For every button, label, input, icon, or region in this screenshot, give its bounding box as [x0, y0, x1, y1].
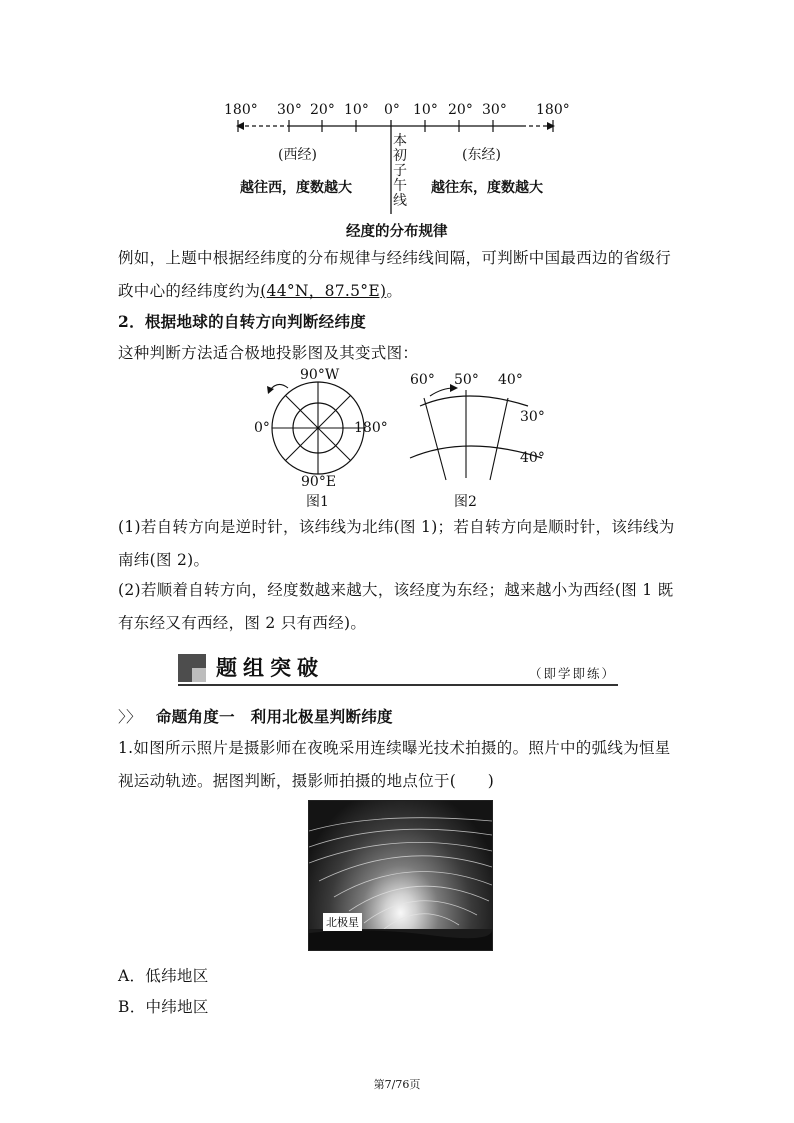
star-trail-photo: [308, 800, 493, 951]
example-line-1: 例如，上题中根据经纬度的分布规律与经纬线间隔，可判断中国最西边的省级行: [118, 249, 672, 267]
example-paragraph: [118, 242, 678, 308]
rule-1-line-2: 南纬(图 2)。: [118, 551, 210, 569]
fig1-right-label: 180°: [354, 420, 388, 436]
fig2-label-40: 40°: [498, 372, 523, 388]
meridian-char: 本: [393, 133, 407, 149]
rule-2-line-1: (2)若顺着自转方向，经度数越来越大，该经度为东经；越来越小为西经(图 1 既: [118, 581, 674, 599]
section-title: 题组突破: [216, 656, 324, 680]
fig2-label-60: 60°: [410, 372, 435, 388]
question-1-line-1: 1.如图所示照片是摄影师在夜晚采用连续曝光技术拍摄的。照片中的弧线为恒星: [118, 739, 671, 757]
question-angle: [118, 700, 678, 734]
angle-marker: 〉〉: [118, 708, 142, 726]
fig2-label-40-lat: 40°: [520, 450, 545, 466]
section-icon: [178, 654, 206, 682]
heading-rotation-method: 2．根据地球的自转方向判断经纬度: [118, 312, 367, 331]
example-line-2-prefix: 政中心的经纬度约为: [118, 282, 261, 300]
section-header: [178, 650, 618, 686]
option-a: A．低纬地区: [118, 967, 209, 985]
rule-1: [118, 511, 678, 577]
tick-west-180: 180°: [224, 102, 258, 118]
rule-2: [118, 574, 678, 640]
question-1: [118, 732, 678, 798]
angle-text: 命题角度一 利用北极星判断纬度: [155, 707, 393, 726]
tick-west-10: 10°: [344, 102, 369, 118]
east-rule: 越往东，度数越大: [431, 180, 543, 196]
figure-2: [402, 366, 552, 514]
section-subtitle: （即学即练）: [528, 666, 616, 681]
question-1-line-2: 视运动轨迹。据图判断，摄影师拍摄的地点位于( ): [118, 772, 495, 790]
polaris-label: 北极星: [323, 913, 362, 931]
example-line-2-suffix: 。: [386, 282, 403, 300]
sector-projection: [402, 366, 552, 514]
rule-1-line-1: (1)若自转方向是逆时针，该纬线为北纬(图 1)；若自转方向是顺时针，该纬线为: [118, 518, 675, 536]
fig2-label-50: 50°: [454, 372, 479, 388]
figure-1: [248, 366, 388, 514]
section-rule: [178, 684, 618, 686]
prime-meridian-label: [393, 134, 409, 209]
diagram-caption: 经度的分布规律: [346, 223, 448, 240]
longitude-diagram: [222, 96, 572, 241]
fig2-caption: 图2: [454, 494, 477, 510]
tick-west-20: 20°: [310, 102, 335, 118]
option-b: B．中纬地区: [118, 998, 209, 1016]
fig1-caption: 图1: [306, 494, 329, 510]
meridian-char: 初: [393, 148, 407, 164]
tick-east-180: 180°: [536, 102, 570, 118]
answer-coordinates: (44°N，87.5°E): [260, 282, 387, 300]
east-label: (东经): [462, 147, 501, 163]
tick-zero: 0°: [384, 102, 400, 118]
example-line-2: [118, 275, 678, 308]
meridian-char: 子: [393, 163, 407, 179]
west-label: (西经): [278, 147, 317, 163]
page-number: 第7/76页: [373, 1078, 421, 1091]
fig2-label-30-lat: 30°: [520, 409, 545, 425]
meridian-char: 线: [393, 193, 407, 209]
fig1-left-label: 0°: [254, 420, 270, 436]
tick-east-30: 30°: [482, 102, 507, 118]
tick-west-30: 30°: [277, 102, 302, 118]
fig1-bottom-label: 90°E: [301, 474, 337, 490]
meridian-char: 午: [393, 178, 407, 194]
rule-2-line-2: 有东经又有西经，图 2 只有西经)。: [118, 614, 367, 632]
west-rule: 越往西，度数越大: [240, 180, 352, 196]
intro-text: 这种判断方法适合极地投影图及其变式图：: [118, 344, 419, 362]
tick-east-10: 10°: [413, 102, 438, 118]
tick-east-20: 20°: [448, 102, 473, 118]
fig1-top-label: 90°W: [300, 367, 340, 383]
